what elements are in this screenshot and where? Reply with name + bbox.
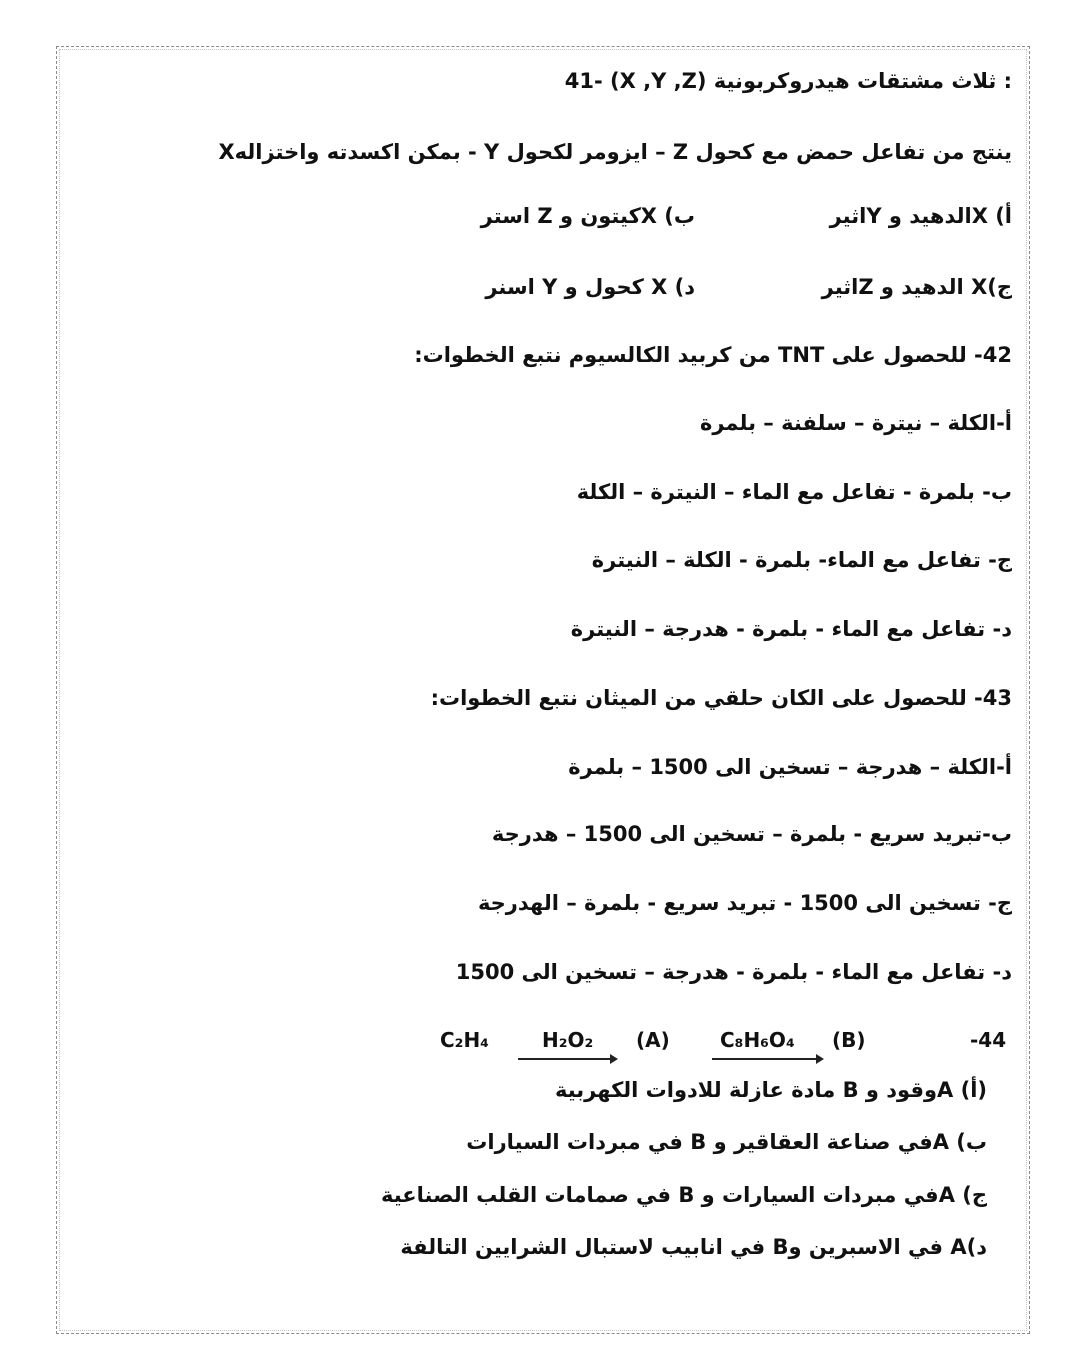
q44-product-a: (A): [636, 1028, 670, 1052]
q41-statement: Xبمكن اكسدته واختزاله - Y ايزومر لكحول – Z ينتج من تفاعل حمض مع كحول: [218, 140, 1012, 164]
q43-option-d: د- تفاعل مع الماء - بلمرة - هدرجة – تسخين الى 1500: [455, 960, 1012, 984]
q41-title: 41- (X ,Y ,Z) ثلاث مشتقات هيدروكربونية :: [564, 69, 1012, 93]
q42-title: 42- للحصول على TNT من كربيد الكالسيوم نتبع الخطوات:: [414, 343, 1012, 367]
q42-option-b: ب- بلمرة - تفاعل مع الماء – النيترة – الكلة: [576, 480, 1012, 504]
q44-arrow-2: [712, 1058, 822, 1060]
q44-option-d: د)A في الاسبرين وB في انابيب لاستبال الشرايين التالفة: [400, 1235, 987, 1259]
q44-option-b: ب) Aفي صناعة العقاقير و B في مبردات السيارات: [466, 1130, 987, 1154]
q41-option-d: د) X كحول و Y اسنر: [485, 275, 695, 299]
q44-option-c: ج) Aفي مبردات السيارات و B في صمامات القلب الصناعية: [380, 1183, 987, 1207]
q41-option-b: ب) Xكيتون و Z استر: [480, 204, 695, 228]
q42-option-c: ج- تفاعل مع الماء- بلمرة - الكلة – النيترة: [591, 548, 1012, 572]
q44-start-compound: C₂H₄: [440, 1028, 489, 1052]
q44-reagent-2: C₈H₆O₄: [720, 1028, 795, 1052]
q43-option-a: أ-الكلة – هدرجة – تسخين الى 1500 – بلمرة: [568, 755, 1012, 779]
q41-option-a: أ) Xالدهيد و Yاثير: [829, 204, 1012, 228]
q43-title: 43- للحصول على الكان حلقي من الميثان نتبع الخطوات:: [430, 686, 1012, 710]
q44-reaction-scheme: [440, 1024, 1012, 1068]
q43-option-c: ج- تسخين الى 1500 - تبريد سريع - بلمرة – الهدرجة: [477, 891, 1012, 915]
q44-product-b: (B): [832, 1028, 866, 1052]
q44-option-a: (أ) Aوقود و B مادة عازلة للادوات الكهربية: [554, 1078, 987, 1102]
q44-number: -44: [970, 1028, 1007, 1052]
q42-option-d: د- تفاعل مع الماء - بلمرة - هدرجة – النيترة: [570, 617, 1012, 641]
q44-reagent-1: H₂O₂: [542, 1028, 594, 1052]
q41-option-c: ج)X الدهيد و Zاثير: [821, 275, 1012, 299]
q42-option-a: أ-الكلة – نيترة – سلفنة – بلمرة: [699, 411, 1012, 435]
q43-option-b: ب-تبريد سريع - بلمرة – تسخين الى 1500 – هدرجة: [491, 822, 1012, 846]
q44-arrow-1: [518, 1058, 616, 1060]
